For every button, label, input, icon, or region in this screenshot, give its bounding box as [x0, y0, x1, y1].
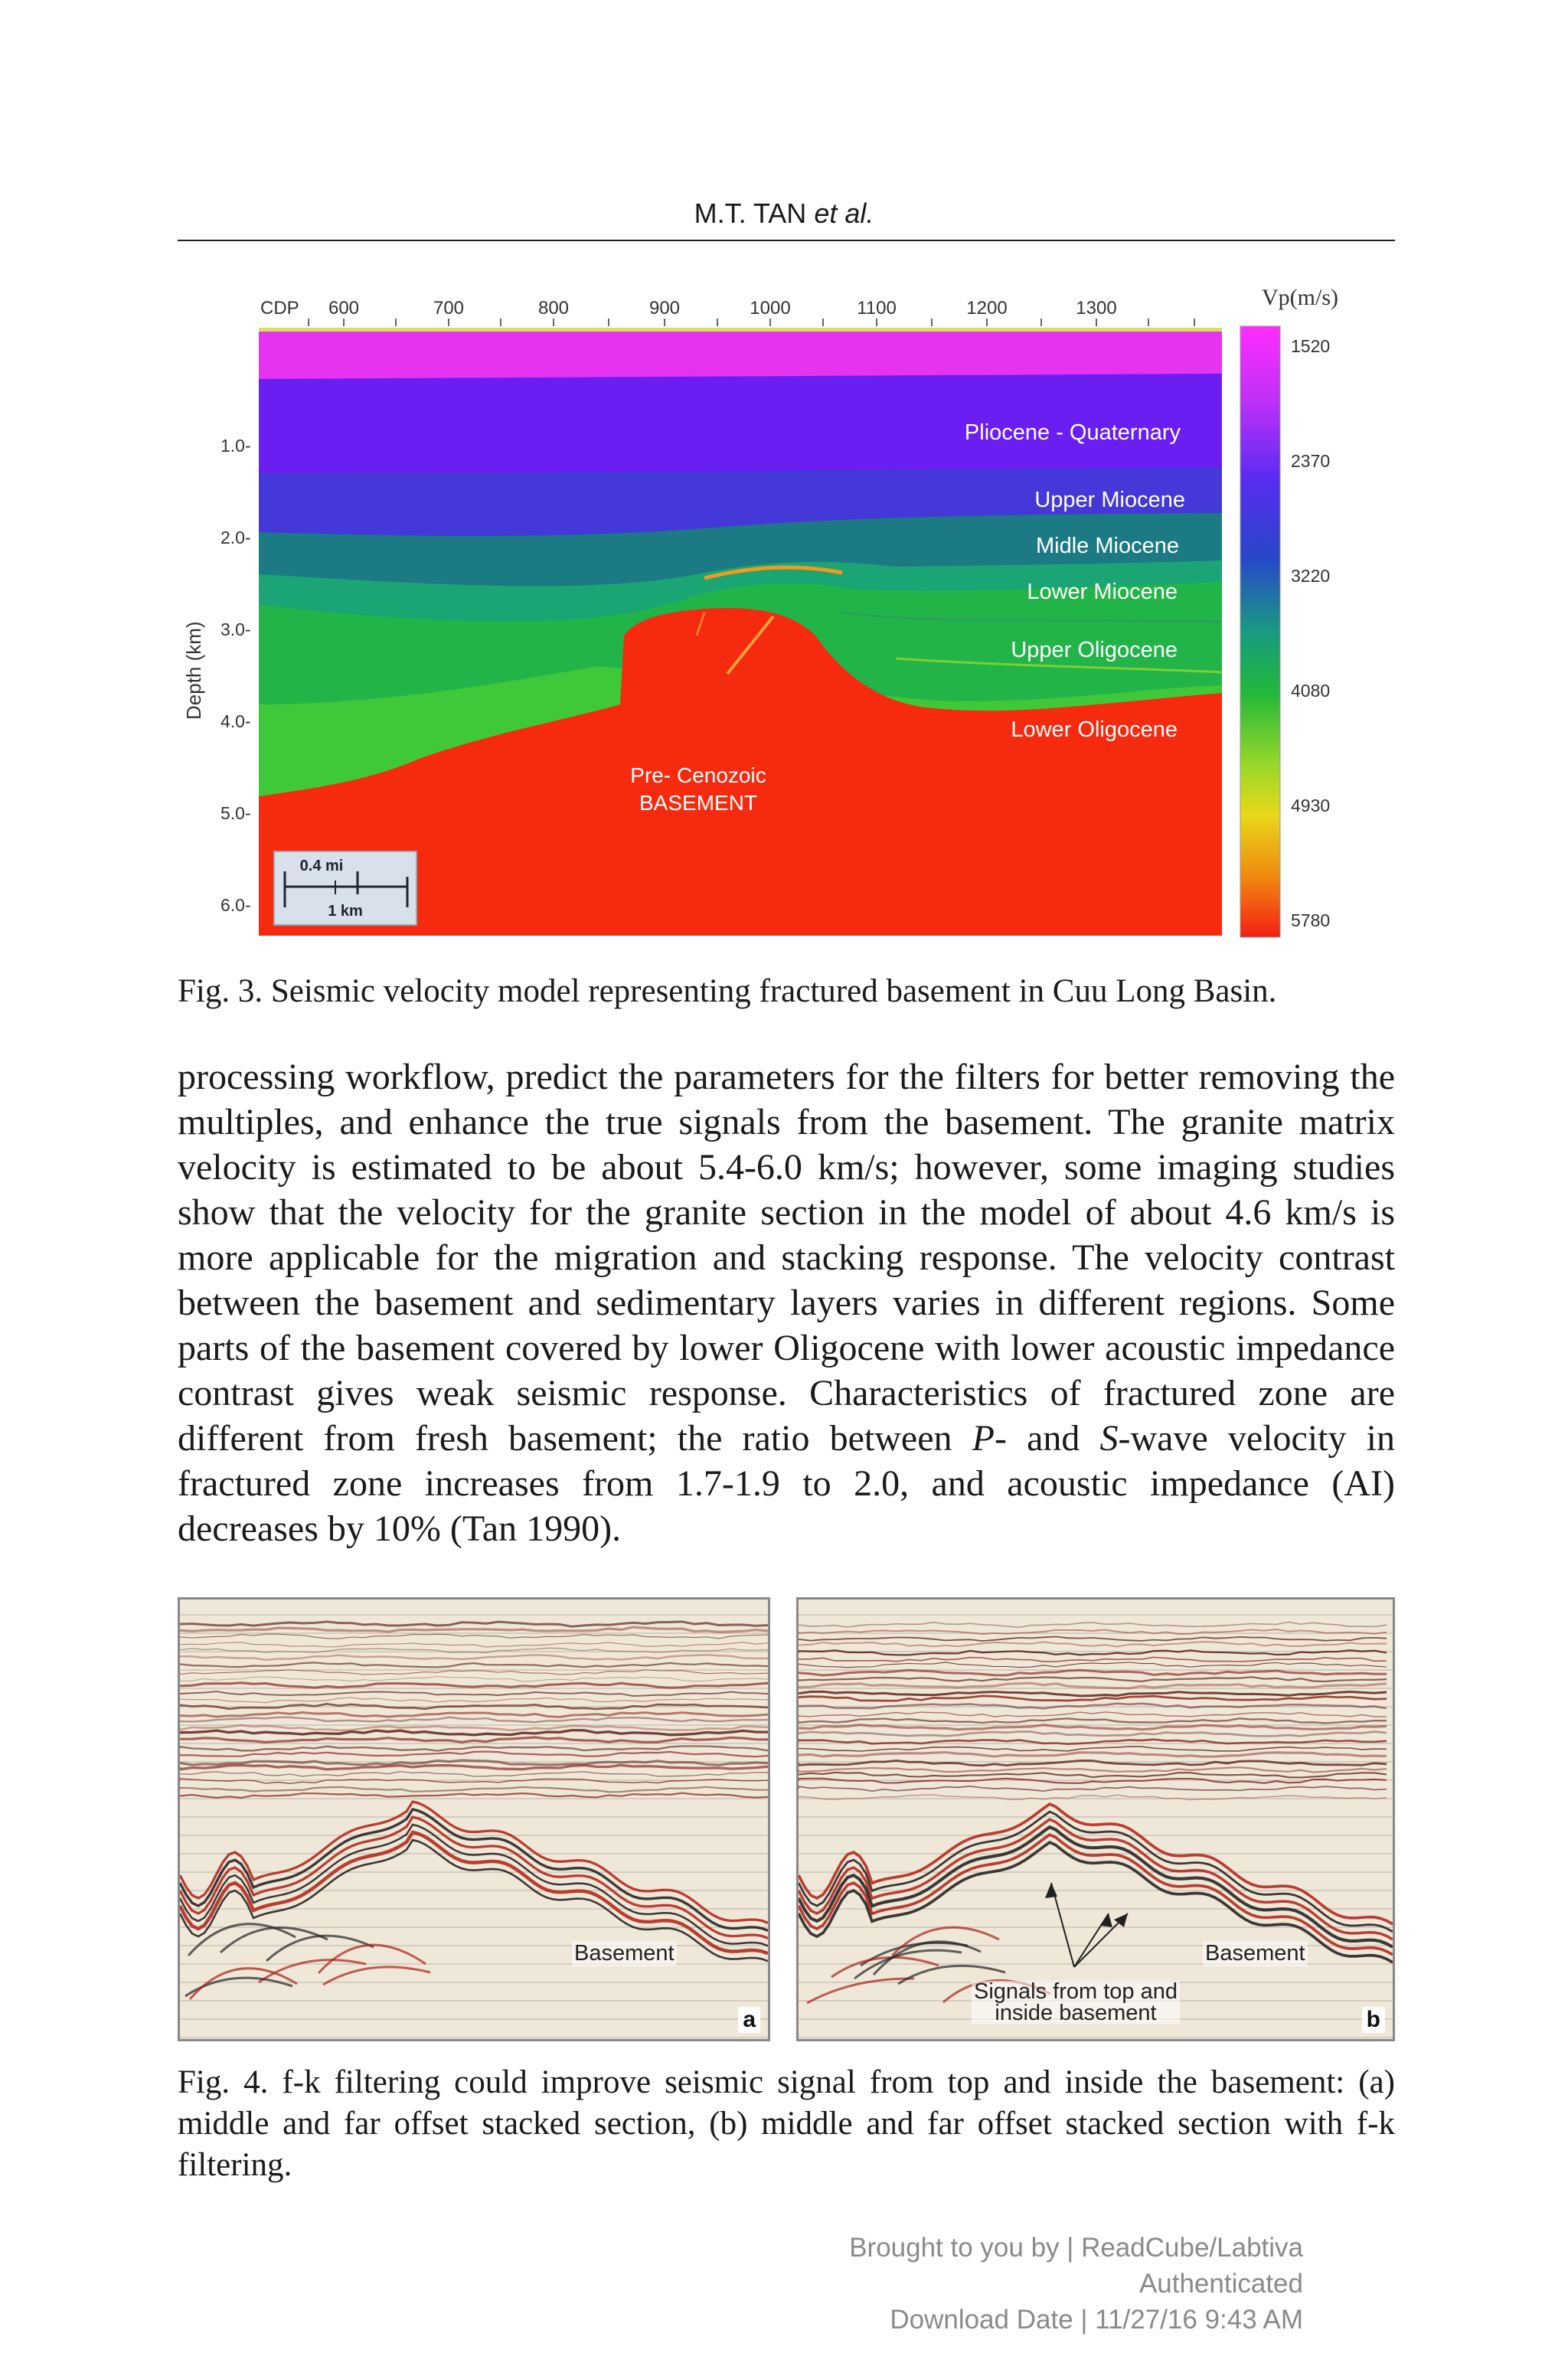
reflector — [180, 1627, 768, 1632]
panel-b-letter: b — [1362, 2007, 1385, 2033]
y-tick-label: 3.0- — [220, 619, 251, 639]
reflector — [180, 1622, 768, 1626]
author-name: M.T. TAN — [694, 198, 807, 229]
reflector — [180, 1717, 768, 1722]
x-axis-label: CDP — [260, 298, 299, 319]
x-tick-label: 1300 — [1076, 298, 1117, 319]
reflector — [180, 1655, 768, 1660]
reflector — [180, 1648, 768, 1652]
colorbar-tick-label: 3220 — [1291, 566, 1331, 586]
footer-line-1: Brought to you by | ReadCube/Labtiva — [849, 2233, 1303, 2263]
label-upper-oligocene: Upper Oligocene — [1011, 638, 1178, 662]
body-text-part: - and — [994, 1418, 1100, 1459]
deep-reflector — [220, 1927, 328, 1953]
x-tick-label: 700 — [433, 298, 465, 319]
deep-reflector — [259, 1960, 366, 1982]
x-tick-label: 1200 — [966, 298, 1008, 319]
x-ticks — [309, 319, 1194, 326]
colorbar-tick-label: 4080 — [1291, 681, 1331, 701]
colorbar-tick-label: 5780 — [1291, 910, 1331, 930]
figure-3-caption: Fig. 3. Seismic velocity model representing fractured basement in Cuu Long Basin. — [178, 973, 1277, 1009]
y-tick-label: 2.0- — [220, 528, 251, 547]
reflector — [180, 1760, 768, 1765]
x-tick-label: 1100 — [857, 298, 897, 319]
download-footer — [849, 2230, 1303, 2338]
panel-b-basement-label: Basement — [1203, 1941, 1308, 1966]
reflector — [180, 1634, 768, 1639]
x-tick-label: 600 — [328, 298, 360, 319]
label-basement-line-1: Pre- Cenozoic — [630, 763, 766, 787]
body-text-part: processing workflow, predict the parameters for the filters for better removing the multiples, and enhance the true signals from the basement. The granite matrix velocity is estimated to be about 5.4-6.0 km/s; however, some imaging studies show that the velocity for the granite section in the model of about 4.6 km/s is more applicable for the migration and stacking response. The velocity contrast between the basement and sedimentary layers varies in different regions. Some parts of the basement covered by lower Oligocene with lower acoustic impedance contrast gives weak seismic response. Characteristics of fractured zone are different from fresh basement; the ratio between — [178, 1057, 1395, 1459]
reflector — [180, 1691, 768, 1696]
reflector — [180, 1737, 768, 1742]
reflector — [180, 1793, 768, 1798]
x-tick-label: 900 — [648, 298, 681, 319]
colorbar — [1240, 326, 1280, 937]
figure-4-caption: Fig. 4. f-k filtering could improve seismic signal from top and inside the basement: (a) middle and far offset stacked section, (b) middle and far offset stacked section with f-k filtering. — [178, 2064, 1395, 2183]
model-top-edge — [259, 328, 1222, 332]
colorbar-tick-label: 1520 — [1291, 336, 1331, 356]
figure-4-panel-b — [796, 1597, 1395, 2041]
reflector — [180, 1779, 768, 1783]
header-rule — [178, 240, 1395, 241]
label-lower-miocene: Lower Miocene — [1027, 580, 1178, 604]
arrow-head — [1045, 1883, 1057, 1898]
label-basement-line-2: BASEMENT — [639, 791, 758, 815]
seismic-section-a — [180, 1600, 768, 2039]
label-midle-miocene: Midle Miocene — [1036, 534, 1179, 558]
x-tick-labels — [328, 298, 1117, 319]
body-text-part: -wave velocity in fractured zone increases from 1.7-1.9 to 2.0, and acoustic impedance (AI) decreases by 10% (Tan 1990). — [178, 1418, 1395, 1549]
x-tick-label: 800 — [537, 298, 570, 319]
et-al: et al. — [814, 198, 874, 229]
scale-mi-label: 0.4 mi — [299, 858, 344, 874]
reflector — [180, 1670, 768, 1675]
scale-km-label: 1 km — [328, 903, 363, 920]
footer-line-2: Authenticated — [1138, 2269, 1303, 2299]
colorbar-title: Vp(m/s) — [1262, 285, 1338, 310]
label-lower-oligocene: Lower Oligocene — [1011, 717, 1178, 742]
signals-line-1: Signals from top and — [974, 1979, 1178, 2004]
figure-3 — [168, 276, 1363, 949]
label-upper-miocene: Upper Miocene — [1034, 488, 1185, 512]
arrow-head — [1100, 1913, 1112, 1927]
colorbar-tick-labels — [1291, 336, 1330, 930]
reflector — [180, 1683, 768, 1688]
reflector — [180, 1787, 768, 1792]
panel-b-signals-label — [972, 1981, 1180, 2024]
y-tick-labels — [220, 436, 251, 915]
signal-arrows — [799, 1600, 1393, 2039]
reflector — [180, 1747, 768, 1751]
reflector — [180, 1662, 768, 1667]
y-tick-label: 4.0- — [220, 711, 251, 731]
body-paragraph — [178, 1054, 1395, 1551]
reflector — [180, 1765, 768, 1770]
colorbar-tick-label: 2370 — [1291, 451, 1331, 471]
reflector — [180, 1752, 768, 1757]
velocity-model-figure — [168, 276, 1363, 949]
reflector — [180, 1642, 768, 1647]
p-wave-symbol: P — [972, 1418, 995, 1459]
scale-bar — [274, 851, 416, 925]
footer-line-3: Download Date | 11/27/16 9:43 AM — [890, 2305, 1303, 2335]
reflector — [180, 1713, 768, 1717]
figure-4-panel-a — [178, 1597, 770, 2041]
y-tick-label: 6.0- — [220, 895, 251, 915]
reflector — [180, 1725, 768, 1730]
signals-line-2: inside basement — [995, 2001, 1157, 2025]
label-pliocene-quaternary: Pliocene - Quaternary — [964, 420, 1181, 445]
panel-a-letter: a — [738, 2007, 760, 2033]
y-tick-label: 5.0- — [220, 803, 251, 823]
y-axis-label: Depth (km) — [182, 621, 205, 720]
reflector — [180, 1698, 768, 1703]
x-tick-label: 1000 — [750, 298, 791, 319]
reflector — [180, 1677, 768, 1682]
panel-a-basement-label: Basement — [572, 1941, 677, 1966]
colorbar-tick-label: 4930 — [1291, 796, 1331, 815]
s-wave-symbol: S — [1099, 1418, 1119, 1459]
reflector — [180, 1772, 768, 1776]
running-head — [0, 198, 1568, 230]
y-tick-label: 1.0- — [220, 436, 251, 456]
